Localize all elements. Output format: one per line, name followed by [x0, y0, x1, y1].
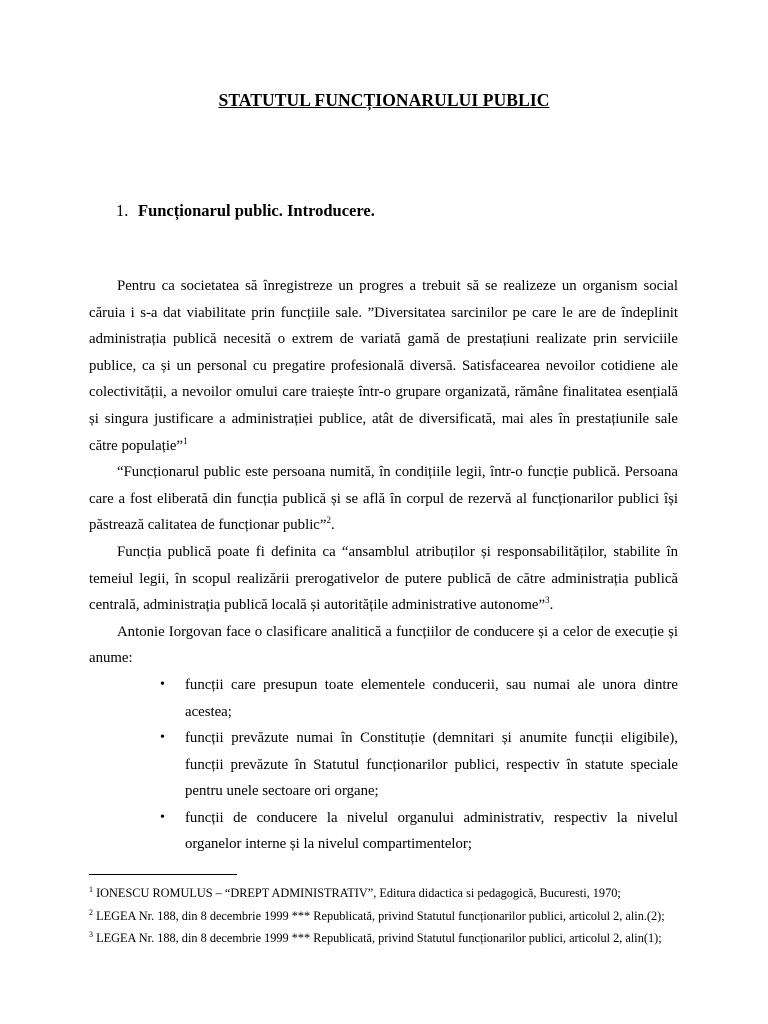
document-body	[89, 273, 678, 858]
footnote-text: IONESCU ROMULUS – “DREPT ADMINISTRATIV”, Editura didactica si pedagogică, Bucuresti, 1970;	[96, 886, 621, 900]
footnotes	[89, 882, 681, 950]
section-number: 1.	[116, 201, 129, 220]
paragraph-suffix: .	[549, 597, 554, 614]
paragraph-text: Antonie Iorgovan face o clasificare analitică a funcțiilor de conducere și a celor de execuție și anume:	[89, 623, 678, 667]
footnote-number: 1	[89, 884, 93, 894]
paragraph	[89, 273, 678, 459]
footnote-separator	[89, 874, 237, 875]
section-heading	[116, 201, 375, 221]
footnote-text: LEGEA Nr. 188, din 8 decembrie 1999 *** Republicată, privind Statutul funcționarilor publici, articolul 2, alin.(2);	[96, 908, 665, 923]
bullet-item	[160, 805, 678, 858]
paragraph-suffix: .	[330, 517, 335, 534]
bullet-item	[160, 672, 678, 725]
section-heading-text: Funcționarul public. Introducere.	[138, 201, 375, 220]
document-title: STATUTUL FUNCȚIONARULUI PUBLIC	[218, 90, 550, 110]
paragraph	[89, 539, 678, 619]
paragraph-text: Funcția publică poate fi definita ca “ansamblul atribuților și responsabilităților, stabilite în temeiul legii, în scopul realizării prerogativelor de putere publică de către administrația publică centrală, administrația publică locală și autoritățile administrative autonome”	[89, 543, 678, 614]
bullet-text: funcții care presupun toate elementele conducerii, sau numai ale unora dintre acestea;	[185, 676, 678, 720]
bullet-list	[89, 672, 678, 858]
footnote-ref: 2	[326, 515, 331, 526]
bullet-icon: •	[160, 730, 165, 746]
footnote-ref: 3	[545, 595, 550, 606]
bullet-text: funcții de conducere la nivelul organului administrativ, respectiv la nivelul organelor interne și la nivelul compartimentelor;	[185, 809, 678, 853]
bullet-icon: •	[160, 676, 165, 692]
bullet-text: funcții prevăzute numai în Constituție (demnitari și anumite funcții eligibile), funcții prevăzute în Statutul funcționarilor publici, respectiv în statute speciale pentru unele sectoare ori organe;	[185, 730, 678, 800]
footnote-number: 2	[89, 907, 93, 917]
paragraph	[89, 459, 678, 539]
footnote	[89, 882, 681, 905]
paragraph-text: Pentru ca societatea să înregistreze un progres a trebuit să se realizeze un organism social căruia i s-a dat viabilitate prin funcțiile sale. ”Diversitatea sarcinilor pe care le are de îndeplinit administrația publică necesită o extrem de variată gamă de prestațiuni realizate prin serviciile publice, ca și un personal cu pregatire profesională diversă. Satisfacearea nevoilor cotidiene ale colectivității, a nevoilor omului care traiește într-o grupare organizată, rămâne finalitatea esențială și singura justificare a administrației publice, atât de diversificată, mai ales în prestațiunile sale către populație”	[89, 278, 678, 454]
paragraph	[89, 619, 678, 672]
footnote-text: LEGEA Nr. 188, din 8 decembrie 1999 *** Republicată, privind Statutul funcționarilor publici, articolul 2, alin(1);	[96, 931, 662, 946]
footnote-number: 3	[89, 930, 93, 940]
paragraph-text: “Funcționarul public este persoana numită, în condițiile legii, într-o funcție publică. Persoana care a fost eliberată din funcția publică și se află în corpul de rezervă al funcționarilor publici își păstrează calitatea de funcționar public”	[89, 464, 678, 534]
bullet-icon: •	[160, 809, 165, 825]
footnote	[89, 905, 681, 928]
footnote-ref: 1	[183, 435, 188, 446]
footnote	[89, 927, 681, 950]
bullet-item	[160, 725, 678, 805]
